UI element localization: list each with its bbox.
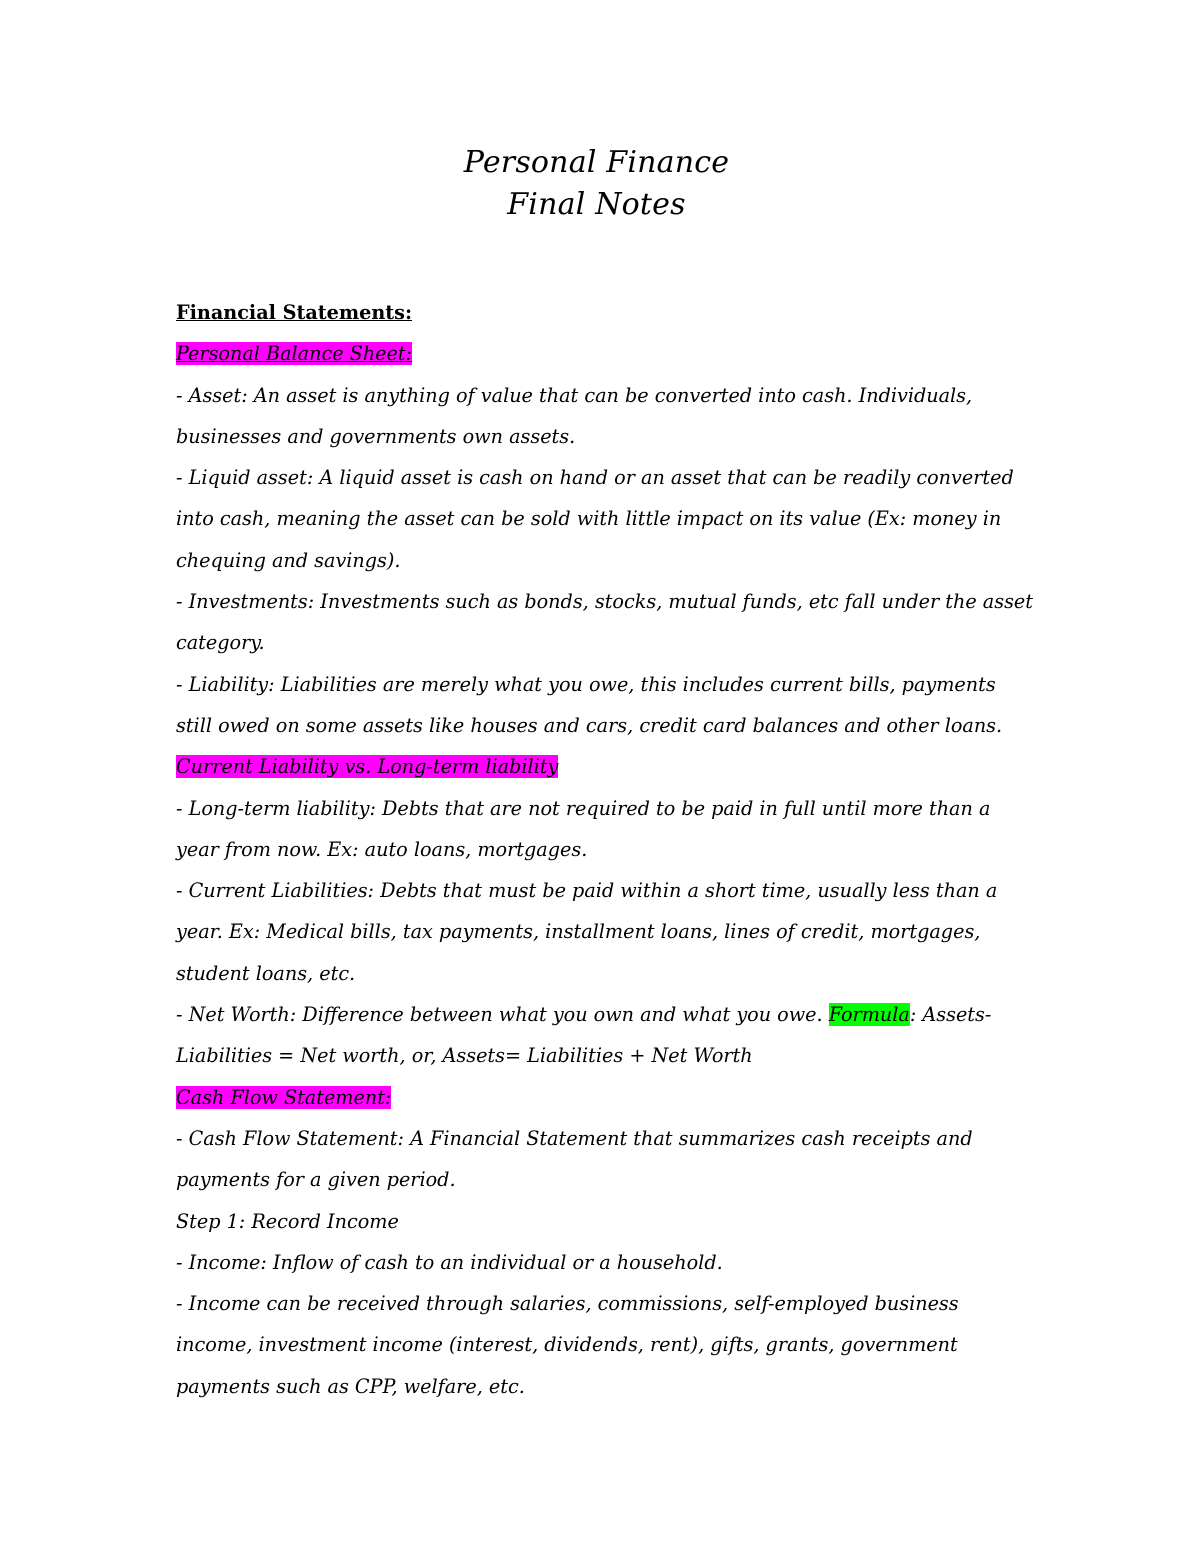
text-line: - Asset: An asset is anything of value that can be converted into cash. Individuals, [176, 383, 973, 407]
text-line: - Investments: Investments such as bonds, stocks, mutual funds, etc fall under the asset [176, 590, 1034, 614]
text-line: year. Ex: Medical bills, tax payments, installment loans, lines of credit, mortgages, [176, 920, 981, 944]
highlight-formula: Formula [828, 1003, 910, 1027]
text-line: - Long-term liability: Debts that are not required to be paid in full until more than a [176, 796, 991, 820]
subheading-balance-sheet [176, 333, 1036, 374]
text-line: chequing and savings). [176, 548, 401, 572]
text-line: student loans, etc. [176, 961, 356, 985]
text-line: Liabilities = Net worth, or, Assets= Liabilities + Net Worth [176, 1044, 753, 1068]
section-heading: Financial Statements: [176, 301, 413, 324]
text-line: income, investment income (interest, dividends, rent), gifts, grants, government [176, 1333, 958, 1357]
document-body [176, 292, 1036, 1407]
text-line: into cash, meaning the asset can be sold with little impact on its value (Ex: money in [176, 507, 1002, 531]
text-line: - Liability: Liabilities are merely what you owe, this includes current bills, payments [176, 672, 996, 696]
text-line: category. [176, 631, 265, 655]
text-line: - Cash Flow Statement: A Financial Statement that summarizes cash receipts and [176, 1126, 973, 1150]
text-line: payments for a given period. [176, 1168, 456, 1192]
networth-prefix: - Net Worth: Difference between what you own and what you owe. [176, 1003, 829, 1027]
highlight-balance-sheet: Personal Balance Sheet: [176, 342, 413, 366]
highlight-cash-flow: Cash Flow Statement: [176, 1085, 392, 1109]
document-title [0, 142, 1193, 226]
text-line: businesses and governments own assets. [176, 424, 576, 448]
text-line: - Liquid asset: A liquid asset is cash on hand or an asset that can be readily converted [176, 466, 1014, 490]
step-label: Step 1: Record Income [176, 1209, 399, 1233]
text-line: - Current Liabilities: Debts that must be paid within a short time, usually less than a [176, 879, 998, 903]
text-line: year from now. Ex: auto loans, mortgages. [176, 837, 588, 861]
networth-suffix: : Assets- [909, 1003, 992, 1027]
subheading-current-vs-longterm [176, 746, 1036, 787]
title-line-2: Final Notes [507, 187, 686, 222]
title-line-1: Personal Finance [463, 145, 730, 180]
text-line: - Income: Inflow of cash to an individual or a household. [176, 1250, 723, 1274]
networth-line [176, 994, 1036, 1035]
highlight-current-vs-longterm: Current Liability vs. Long-term liability [176, 755, 559, 779]
subheading-cash-flow [176, 1077, 1036, 1118]
text-line: still owed on some assets like houses and cars, credit card balances and other loans. [176, 713, 1003, 737]
text-line: - Income can be received through salaries, commissions, self-employed business [176, 1292, 959, 1316]
text-line: payments such as CPP, welfare, etc. [176, 1374, 525, 1398]
